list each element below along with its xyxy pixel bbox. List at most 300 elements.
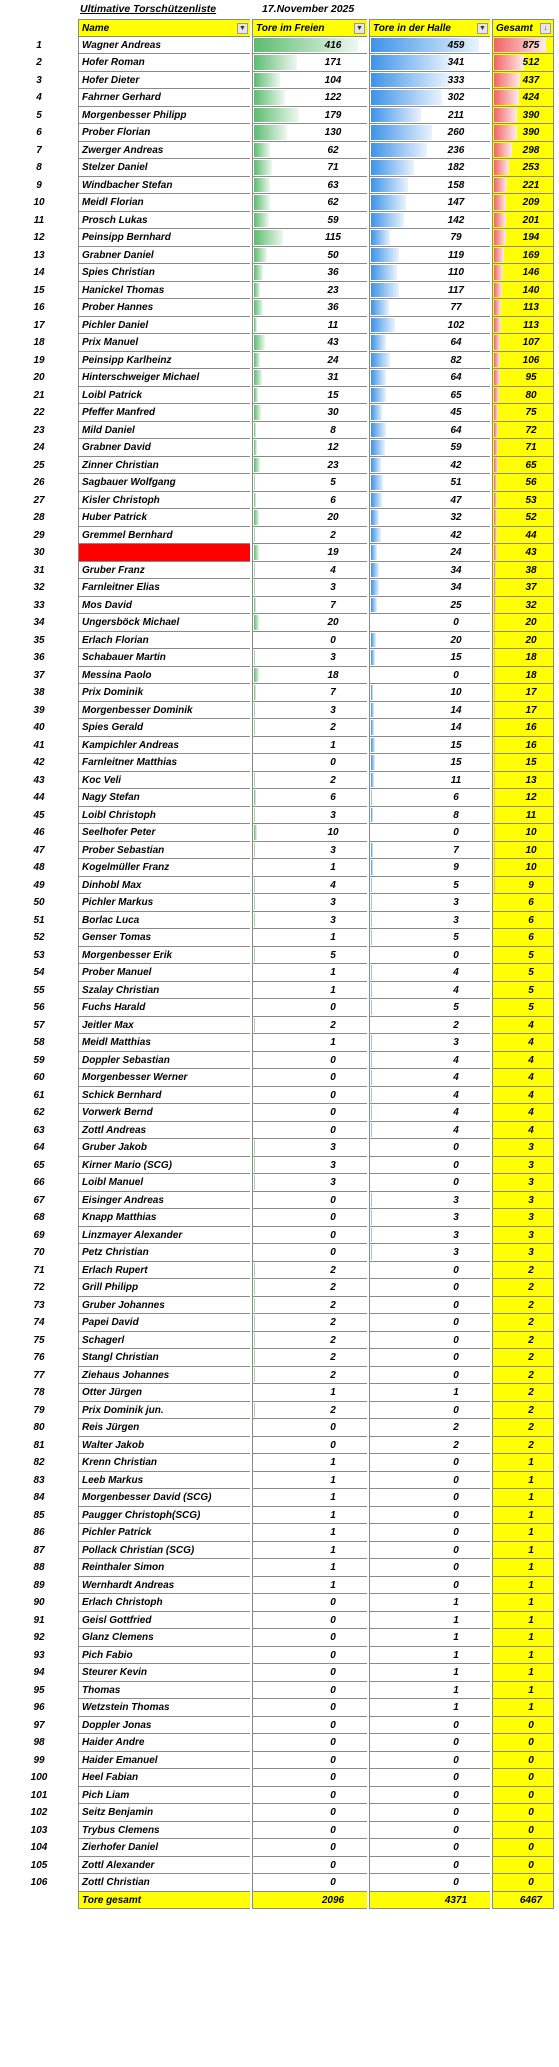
total-goals-cell[interactable]: [492, 719, 554, 737]
player-name[interactable]: Borlac Luca: [78, 912, 250, 930]
indoor-goals-cell[interactable]: [369, 1174, 490, 1192]
total-goals-cell[interactable]: [492, 177, 554, 195]
indoor-goals-cell[interactable]: [369, 159, 490, 177]
indoor-goals-cell[interactable]: [369, 1699, 490, 1717]
player-name[interactable]: Morgenbesser Werner: [78, 1069, 250, 1087]
player-name[interactable]: Loibl Christoph: [78, 807, 250, 825]
outdoor-goals-cell[interactable]: [252, 439, 367, 457]
outdoor-goals-cell[interactable]: [252, 142, 367, 160]
player-name[interactable]: Messina Paolo: [78, 667, 250, 685]
outdoor-goals-cell[interactable]: [252, 1437, 367, 1455]
outdoor-goals-cell[interactable]: [252, 1402, 367, 1420]
player-name[interactable]: Knapp Matthias: [78, 1209, 250, 1227]
outdoor-goals-cell[interactable]: [252, 1052, 367, 1070]
player-name[interactable]: Wagner Andreas: [78, 37, 250, 55]
total-goals-cell[interactable]: [492, 1332, 554, 1350]
outdoor-goals-cell[interactable]: [252, 807, 367, 825]
player-name[interactable]: Jeitler Max: [78, 1017, 250, 1035]
indoor-goals-cell[interactable]: [369, 614, 490, 632]
player-name[interactable]: Reis Jürgen: [78, 1419, 250, 1437]
total-goals-cell[interactable]: [492, 229, 554, 247]
indoor-goals-cell[interactable]: [369, 1297, 490, 1315]
outdoor-goals-cell[interactable]: [252, 1332, 367, 1350]
total-goals-cell[interactable]: [492, 754, 554, 772]
outdoor-goals-cell[interactable]: [252, 1174, 367, 1192]
outdoor-goals-cell[interactable]: [252, 37, 367, 55]
indoor-goals-cell[interactable]: [369, 1017, 490, 1035]
total-goals-cell[interactable]: [492, 597, 554, 615]
player-name[interactable]: Schagerl: [78, 1332, 250, 1350]
outdoor-goals-cell[interactable]: [252, 1244, 367, 1262]
indoor-goals-cell[interactable]: [369, 1192, 490, 1210]
player-name[interactable]: Farnleitner Matthias: [78, 754, 250, 772]
total-goals-cell[interactable]: [492, 1349, 554, 1367]
player-name[interactable]: Seelhofer Peter: [78, 824, 250, 842]
player-name[interactable]: Reinthaler Simon: [78, 1559, 250, 1577]
indoor-goals-cell[interactable]: [369, 1594, 490, 1612]
player-name[interactable]: Eisinger Andreas: [78, 1192, 250, 1210]
player-name[interactable]: Stangl Christian: [78, 1349, 250, 1367]
player-name[interactable]: Loibl Patrick: [78, 387, 250, 405]
total-goals-cell[interactable]: [492, 614, 554, 632]
outdoor-goals-cell[interactable]: [252, 1874, 367, 1892]
player-name[interactable]: Windbacher Stefan: [78, 177, 250, 195]
indoor-goals-cell[interactable]: [369, 649, 490, 667]
indoor-goals-cell[interactable]: [369, 1332, 490, 1350]
outdoor-goals-cell[interactable]: [252, 1279, 367, 1297]
player-name[interactable]: Pichler Daniel: [78, 317, 250, 335]
indoor-goals-cell[interactable]: [369, 754, 490, 772]
outdoor-goals-cell[interactable]: [252, 1647, 367, 1665]
outdoor-goals-cell[interactable]: [252, 597, 367, 615]
player-name[interactable]: Nagy Stefan: [78, 789, 250, 807]
filter-dropdown-icon[interactable]: ▼: [477, 23, 488, 34]
player-name[interactable]: Sagbauer Wolfgang: [78, 474, 250, 492]
player-name[interactable]: Grabner Daniel: [78, 247, 250, 265]
indoor-goals-cell[interactable]: [369, 1244, 490, 1262]
total-goals-cell[interactable]: [492, 1227, 554, 1245]
indoor-goals-cell[interactable]: [369, 282, 490, 300]
total-goals-cell[interactable]: [492, 54, 554, 72]
player-name[interactable]: Koc Veli: [78, 772, 250, 790]
total-goals-cell[interactable]: [492, 1244, 554, 1262]
indoor-goals-cell[interactable]: [369, 1437, 490, 1455]
indoor-goals-cell[interactable]: [369, 37, 490, 55]
total-goals-cell[interactable]: [492, 1034, 554, 1052]
total-goals-cell[interactable]: [492, 649, 554, 667]
total-goals-cell[interactable]: [492, 1384, 554, 1402]
indoor-goals-cell[interactable]: [369, 1489, 490, 1507]
total-goals-cell[interactable]: [492, 1822, 554, 1840]
player-name[interactable]: Wetzstein Thomas: [78, 1699, 250, 1717]
indoor-goals-cell[interactable]: [369, 947, 490, 965]
total-goals-cell[interactable]: [492, 702, 554, 720]
total-goals-cell[interactable]: [492, 194, 554, 212]
total-goals-cell[interactable]: [492, 1192, 554, 1210]
outdoor-goals-cell[interactable]: [252, 124, 367, 142]
outdoor-goals-cell[interactable]: [252, 72, 367, 90]
outdoor-goals-cell[interactable]: [252, 107, 367, 125]
totals-indoor[interactable]: [369, 1892, 490, 1910]
indoor-goals-cell[interactable]: [369, 229, 490, 247]
indoor-goals-cell[interactable]: [369, 142, 490, 160]
total-goals-cell[interactable]: [492, 1804, 554, 1822]
player-name[interactable]: Gruber Jakob: [78, 1139, 250, 1157]
total-goals-cell[interactable]: [492, 544, 554, 562]
player-name[interactable]: Pich Liam: [78, 1787, 250, 1805]
indoor-goals-cell[interactable]: [369, 929, 490, 947]
indoor-goals-cell[interactable]: [369, 562, 490, 580]
player-name[interactable]: Pfeffer Manfred: [78, 404, 250, 422]
indoor-goals-cell[interactable]: [369, 1419, 490, 1437]
outdoor-goals-cell[interactable]: [252, 352, 367, 370]
total-goals-cell[interactable]: [492, 1472, 554, 1490]
indoor-goals-cell[interactable]: [369, 894, 490, 912]
outdoor-goals-cell[interactable]: [252, 1017, 367, 1035]
indoor-goals-cell[interactable]: [369, 859, 490, 877]
player-name[interactable]: Grabner David: [78, 439, 250, 457]
outdoor-goals-cell[interactable]: [252, 877, 367, 895]
total-goals-cell[interactable]: [492, 1419, 554, 1437]
outdoor-goals-cell[interactable]: [252, 369, 367, 387]
indoor-goals-cell[interactable]: [369, 439, 490, 457]
header-outdoor[interactable]: [252, 19, 367, 37]
filter-dropdown-icon[interactable]: ▼: [237, 23, 248, 34]
header-name[interactable]: [78, 19, 250, 37]
indoor-goals-cell[interactable]: [369, 807, 490, 825]
total-goals-cell[interactable]: [492, 1647, 554, 1665]
sort-descending-icon[interactable]: ↓: [540, 23, 551, 34]
player-name[interactable]: Glanz Clemens: [78, 1629, 250, 1647]
indoor-goals-cell[interactable]: [369, 842, 490, 860]
indoor-goals-cell[interactable]: [369, 1279, 490, 1297]
total-goals-cell[interactable]: [492, 282, 554, 300]
total-goals-cell[interactable]: [492, 562, 554, 580]
outdoor-goals-cell[interactable]: [252, 1524, 367, 1542]
total-goals-cell[interactable]: [492, 929, 554, 947]
outdoor-goals-cell[interactable]: [252, 1122, 367, 1140]
player-name[interactable]: Farnleitner Elias: [78, 579, 250, 597]
outdoor-goals-cell[interactable]: [252, 754, 367, 772]
player-name[interactable]: Prober Hannes: [78, 299, 250, 317]
outdoor-goals-cell[interactable]: [252, 859, 367, 877]
outdoor-goals-cell[interactable]: [252, 544, 367, 562]
outdoor-goals-cell[interactable]: [252, 824, 367, 842]
indoor-goals-cell[interactable]: [369, 264, 490, 282]
outdoor-goals-cell[interactable]: [252, 1209, 367, 1227]
outdoor-goals-cell[interactable]: [252, 492, 367, 510]
outdoor-goals-cell[interactable]: [252, 579, 367, 597]
player-name[interactable]: Peinsipp Bernhard: [78, 229, 250, 247]
player-name[interactable]: Hofer Roman: [78, 54, 250, 72]
outdoor-goals-cell[interactable]: [252, 1717, 367, 1735]
outdoor-goals-cell[interactable]: [252, 947, 367, 965]
player-name[interactable]: Zottl Andreas: [78, 1122, 250, 1140]
player-name[interactable]: Erlach Christoph: [78, 1594, 250, 1612]
indoor-goals-cell[interactable]: [369, 1507, 490, 1525]
outdoor-goals-cell[interactable]: [252, 1664, 367, 1682]
player-name[interactable]: Trybus Clemens: [78, 1822, 250, 1840]
outdoor-goals-cell[interactable]: [252, 1699, 367, 1717]
indoor-goals-cell[interactable]: [369, 527, 490, 545]
header-total[interactable]: [492, 19, 554, 37]
indoor-goals-cell[interactable]: [369, 579, 490, 597]
player-name[interactable]: Loibl Manuel: [78, 1174, 250, 1192]
outdoor-goals-cell[interactable]: [252, 1367, 367, 1385]
player-name[interactable]: Mild Daniel: [78, 422, 250, 440]
total-goals-cell[interactable]: [492, 684, 554, 702]
outdoor-goals-cell[interactable]: [252, 282, 367, 300]
player-name[interactable]: Eigentor: [78, 544, 250, 562]
outdoor-goals-cell[interactable]: [252, 1034, 367, 1052]
total-goals-cell[interactable]: [492, 789, 554, 807]
player-name[interactable]: Prober Florian: [78, 124, 250, 142]
player-name[interactable]: Pichler Markus: [78, 894, 250, 912]
total-goals-cell[interactable]: [492, 1157, 554, 1175]
indoor-goals-cell[interactable]: [369, 1384, 490, 1402]
total-goals-cell[interactable]: [492, 964, 554, 982]
outdoor-goals-cell[interactable]: [252, 422, 367, 440]
indoor-goals-cell[interactable]: [369, 982, 490, 1000]
indoor-goals-cell[interactable]: [369, 667, 490, 685]
total-goals-cell[interactable]: [492, 1402, 554, 1420]
player-name[interactable]: Zierhofer Daniel: [78, 1839, 250, 1857]
outdoor-goals-cell[interactable]: [252, 632, 367, 650]
total-goals-cell[interactable]: [492, 859, 554, 877]
player-name[interactable]: Zwerger Andreas: [78, 142, 250, 160]
total-goals-cell[interactable]: [492, 1262, 554, 1280]
total-goals-cell[interactable]: [492, 1314, 554, 1332]
total-goals-cell[interactable]: [492, 422, 554, 440]
player-name[interactable]: Hanickel Thomas: [78, 282, 250, 300]
outdoor-goals-cell[interactable]: [252, 1297, 367, 1315]
player-name[interactable]: Erlach Florian: [78, 632, 250, 650]
player-name[interactable]: Morgenbesser Philipp: [78, 107, 250, 125]
total-goals-cell[interactable]: [492, 737, 554, 755]
indoor-goals-cell[interactable]: [369, 1402, 490, 1420]
indoor-goals-cell[interactable]: [369, 72, 490, 90]
indoor-goals-cell[interactable]: [369, 177, 490, 195]
player-name[interactable]: Ungersböck Michael: [78, 614, 250, 632]
total-goals-cell[interactable]: [492, 474, 554, 492]
indoor-goals-cell[interactable]: [369, 89, 490, 107]
player-name[interactable]: Zinner Christian: [78, 457, 250, 475]
total-goals-cell[interactable]: [492, 877, 554, 895]
total-goals-cell[interactable]: [492, 667, 554, 685]
total-goals-cell[interactable]: [492, 334, 554, 352]
outdoor-goals-cell[interactable]: [252, 334, 367, 352]
player-name[interactable]: Fuchs Harald: [78, 999, 250, 1017]
player-name[interactable]: Dinhobl Max: [78, 877, 250, 895]
total-goals-cell[interactable]: [492, 1367, 554, 1385]
outdoor-goals-cell[interactable]: [252, 1787, 367, 1805]
player-name[interactable]: Mos David: [78, 597, 250, 615]
player-name[interactable]: Prix Manuel: [78, 334, 250, 352]
total-goals-cell[interactable]: [492, 982, 554, 1000]
indoor-goals-cell[interactable]: [369, 912, 490, 930]
total-goals-cell[interactable]: [492, 1297, 554, 1315]
player-name[interactable]: Spies Gerald: [78, 719, 250, 737]
player-name[interactable]: Schabauer Martin: [78, 649, 250, 667]
player-name[interactable]: Prober Manuel: [78, 964, 250, 982]
player-name[interactable]: Stelzer Daniel: [78, 159, 250, 177]
indoor-goals-cell[interactable]: [369, 544, 490, 562]
player-name[interactable]: Wernhardt Andreas: [78, 1577, 250, 1595]
indoor-goals-cell[interactable]: [369, 1034, 490, 1052]
indoor-goals-cell[interactable]: [369, 422, 490, 440]
outdoor-goals-cell[interactable]: [252, 894, 367, 912]
filter-dropdown-icon[interactable]: ▼: [354, 23, 365, 34]
outdoor-goals-cell[interactable]: [252, 299, 367, 317]
outdoor-goals-cell[interactable]: [252, 89, 367, 107]
player-name[interactable]: Haider Andre: [78, 1734, 250, 1752]
indoor-goals-cell[interactable]: [369, 1822, 490, 1840]
total-goals-cell[interactable]: [492, 1612, 554, 1630]
indoor-goals-cell[interactable]: [369, 1542, 490, 1560]
outdoor-goals-cell[interactable]: [252, 1804, 367, 1822]
outdoor-goals-cell[interactable]: [252, 247, 367, 265]
total-goals-cell[interactable]: [492, 247, 554, 265]
player-name[interactable]: Prosch Lukas: [78, 212, 250, 230]
outdoor-goals-cell[interactable]: [252, 1087, 367, 1105]
total-goals-cell[interactable]: [492, 772, 554, 790]
indoor-goals-cell[interactable]: [369, 1227, 490, 1245]
outdoor-goals-cell[interactable]: [252, 789, 367, 807]
total-goals-cell[interactable]: [492, 1594, 554, 1612]
indoor-goals-cell[interactable]: [369, 632, 490, 650]
indoor-goals-cell[interactable]: [369, 474, 490, 492]
indoor-goals-cell[interactable]: [369, 1629, 490, 1647]
outdoor-goals-cell[interactable]: [252, 404, 367, 422]
indoor-goals-cell[interactable]: [369, 107, 490, 125]
total-goals-cell[interactable]: [492, 1699, 554, 1717]
outdoor-goals-cell[interactable]: [252, 1139, 367, 1157]
total-goals-cell[interactable]: [492, 72, 554, 90]
indoor-goals-cell[interactable]: [369, 369, 490, 387]
outdoor-goals-cell[interactable]: [252, 1752, 367, 1770]
player-name[interactable]: Haider Emanuel: [78, 1752, 250, 1770]
player-name[interactable]: Genser Tomas: [78, 929, 250, 947]
player-name[interactable]: Papei David: [78, 1314, 250, 1332]
indoor-goals-cell[interactable]: [369, 1857, 490, 1875]
outdoor-goals-cell[interactable]: [252, 719, 367, 737]
outdoor-goals-cell[interactable]: [252, 614, 367, 632]
outdoor-goals-cell[interactable]: [252, 1384, 367, 1402]
total-goals-cell[interactable]: [492, 142, 554, 160]
indoor-goals-cell[interactable]: [369, 1664, 490, 1682]
total-goals-cell[interactable]: [492, 527, 554, 545]
indoor-goals-cell[interactable]: [369, 1209, 490, 1227]
total-goals-cell[interactable]: [492, 1787, 554, 1805]
total-goals-cell[interactable]: [492, 159, 554, 177]
total-goals-cell[interactable]: [492, 632, 554, 650]
total-goals-cell[interactable]: [492, 1017, 554, 1035]
total-goals-cell[interactable]: [492, 1857, 554, 1875]
total-goals-cell[interactable]: [492, 1122, 554, 1140]
indoor-goals-cell[interactable]: [369, 1314, 490, 1332]
indoor-goals-cell[interactable]: [369, 1874, 490, 1892]
outdoor-goals-cell[interactable]: [252, 264, 367, 282]
total-goals-cell[interactable]: [492, 1769, 554, 1787]
indoor-goals-cell[interactable]: [369, 404, 490, 422]
outdoor-goals-cell[interactable]: [252, 999, 367, 1017]
total-goals-cell[interactable]: [492, 1524, 554, 1542]
outdoor-goals-cell[interactable]: [252, 1192, 367, 1210]
player-name[interactable]: Spies Christian: [78, 264, 250, 282]
indoor-goals-cell[interactable]: [369, 1839, 490, 1857]
outdoor-goals-cell[interactable]: [252, 527, 367, 545]
total-goals-cell[interactable]: [492, 947, 554, 965]
player-name[interactable]: Leeb Markus: [78, 1472, 250, 1490]
totals-total[interactable]: [492, 1892, 554, 1910]
total-goals-cell[interactable]: [492, 457, 554, 475]
player-name[interactable]: Morgenbesser Erik: [78, 947, 250, 965]
outdoor-goals-cell[interactable]: [252, 1104, 367, 1122]
outdoor-goals-cell[interactable]: [252, 54, 367, 72]
total-goals-cell[interactable]: [492, 212, 554, 230]
indoor-goals-cell[interactable]: [369, 1069, 490, 1087]
outdoor-goals-cell[interactable]: [252, 912, 367, 930]
outdoor-goals-cell[interactable]: [252, 1769, 367, 1787]
outdoor-goals-cell[interactable]: [252, 1507, 367, 1525]
indoor-goals-cell[interactable]: [369, 212, 490, 230]
player-name[interactable]: Kogelmüller Franz: [78, 859, 250, 877]
total-goals-cell[interactable]: [492, 807, 554, 825]
indoor-goals-cell[interactable]: [369, 1087, 490, 1105]
outdoor-goals-cell[interactable]: [252, 929, 367, 947]
indoor-goals-cell[interactable]: [369, 1157, 490, 1175]
outdoor-goals-cell[interactable]: [252, 684, 367, 702]
indoor-goals-cell[interactable]: [369, 1717, 490, 1735]
outdoor-goals-cell[interactable]: [252, 1262, 367, 1280]
player-name[interactable]: Geisl Gottfried: [78, 1612, 250, 1630]
outdoor-goals-cell[interactable]: [252, 1734, 367, 1752]
outdoor-goals-cell[interactable]: [252, 702, 367, 720]
indoor-goals-cell[interactable]: [369, 1104, 490, 1122]
total-goals-cell[interactable]: [492, 1839, 554, 1857]
player-name[interactable]: Pich Fabio: [78, 1647, 250, 1665]
player-name[interactable]: Steurer Kevin: [78, 1664, 250, 1682]
outdoor-goals-cell[interactable]: [252, 457, 367, 475]
indoor-goals-cell[interactable]: [369, 1682, 490, 1700]
indoor-goals-cell[interactable]: [369, 1804, 490, 1822]
player-name[interactable]: Prix Dominik jun.: [78, 1402, 250, 1420]
total-goals-cell[interactable]: [492, 1717, 554, 1735]
indoor-goals-cell[interactable]: [369, 1769, 490, 1787]
outdoor-goals-cell[interactable]: [252, 1857, 367, 1875]
player-name[interactable]: Heel Fabian: [78, 1769, 250, 1787]
outdoor-goals-cell[interactable]: [252, 667, 367, 685]
total-goals-cell[interactable]: [492, 912, 554, 930]
player-name[interactable]: Linzmayer Alexander: [78, 1227, 250, 1245]
indoor-goals-cell[interactable]: [369, 999, 490, 1017]
outdoor-goals-cell[interactable]: [252, 387, 367, 405]
outdoor-goals-cell[interactable]: [252, 1839, 367, 1857]
outdoor-goals-cell[interactable]: [252, 737, 367, 755]
total-goals-cell[interactable]: [492, 579, 554, 597]
player-name[interactable]: Prix Dominik: [78, 684, 250, 702]
outdoor-goals-cell[interactable]: [252, 1682, 367, 1700]
player-name[interactable]: Vorwerk Bernd: [78, 1104, 250, 1122]
indoor-goals-cell[interactable]: [369, 719, 490, 737]
total-goals-cell[interactable]: [492, 1489, 554, 1507]
outdoor-goals-cell[interactable]: [252, 1157, 367, 1175]
player-name[interactable]: Gruber Johannes: [78, 1297, 250, 1315]
indoor-goals-cell[interactable]: [369, 1139, 490, 1157]
outdoor-goals-cell[interactable]: [252, 1559, 367, 1577]
total-goals-cell[interactable]: [492, 1139, 554, 1157]
indoor-goals-cell[interactable]: [369, 457, 490, 475]
